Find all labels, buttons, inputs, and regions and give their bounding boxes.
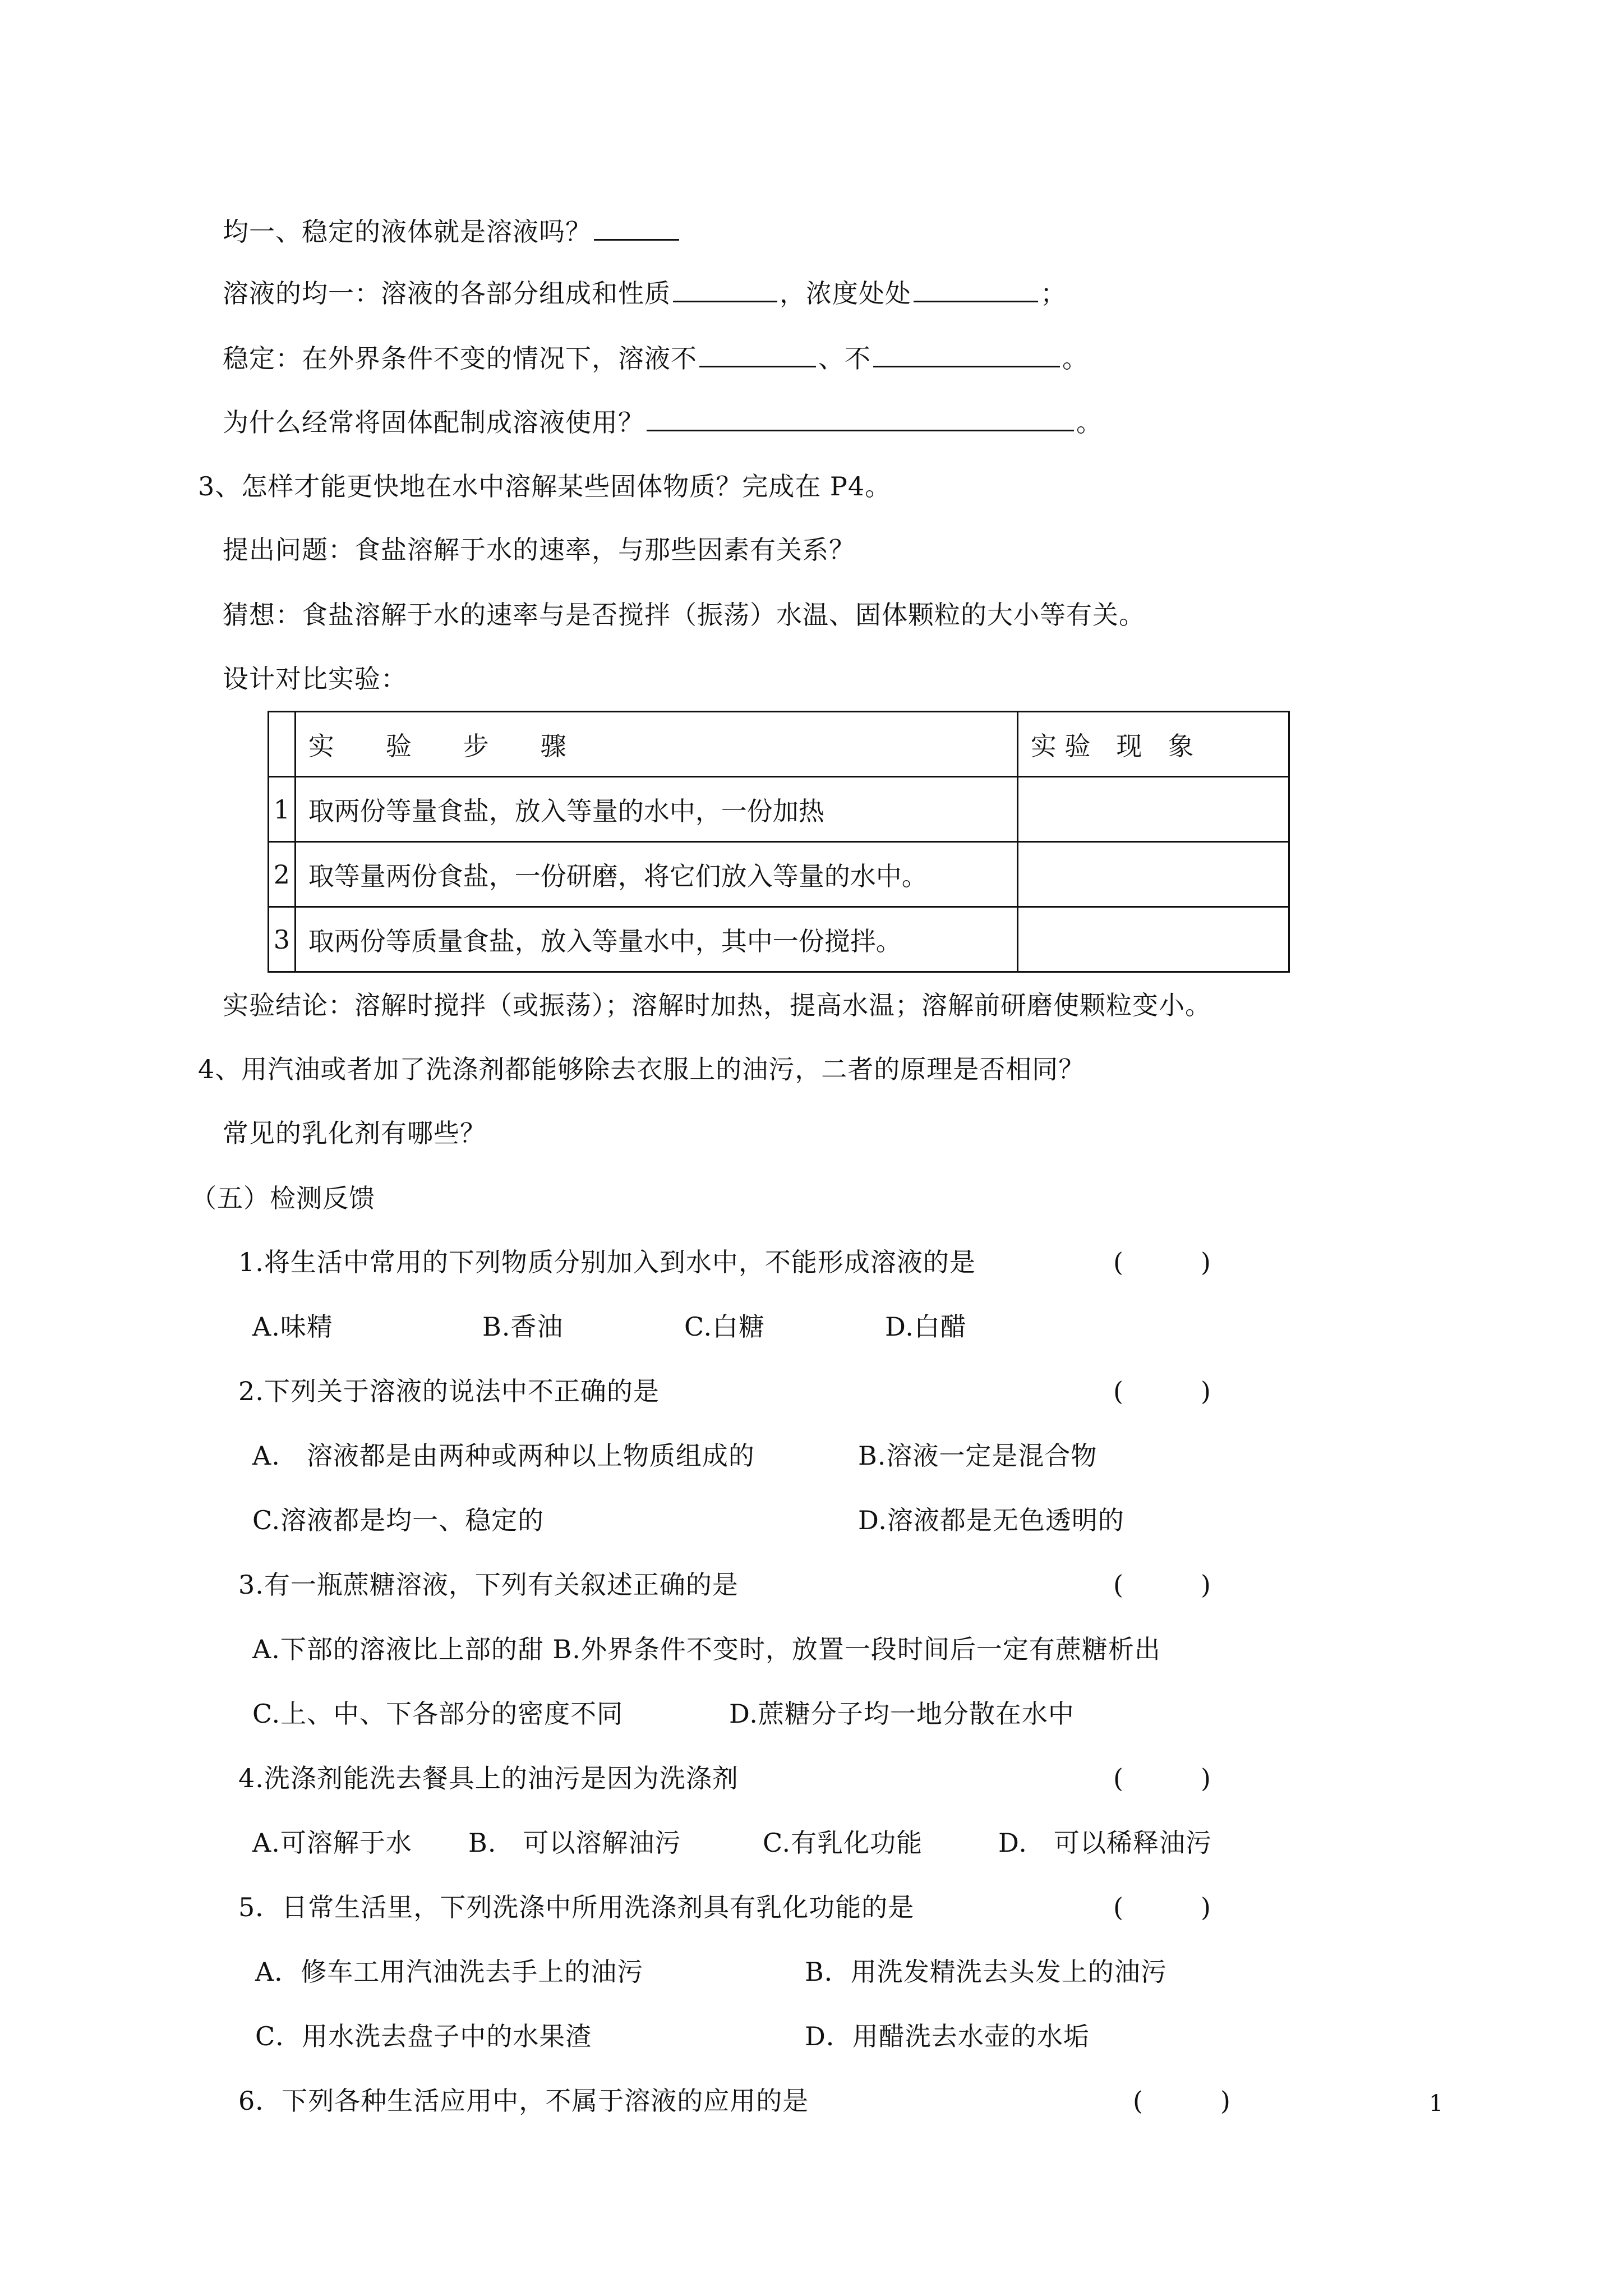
q2-option-c[interactable]: C.溶液都是均一、稳定的 (252, 1505, 545, 1535)
answer-blank[interactable] (594, 214, 679, 241)
row-step: 取两份等量食盐，放入等量的水中，一份加热 (295, 777, 1017, 842)
q3-answer-paren[interactable]: ( ) (1113, 1570, 1211, 1600)
table-row (269, 907, 1289, 972)
table-header-num (269, 712, 296, 777)
row-number: 1 (269, 777, 296, 842)
q4-option-c[interactable]: C.有乳化功能 (763, 1828, 923, 1858)
question-text: 为什么经常将固体配制成溶液使用？ (223, 407, 644, 438)
q6-answer-paren[interactable]: ( ) (1133, 2086, 1230, 2116)
q2-option-b[interactable]: B.溶液一定是混合物 (858, 1441, 1098, 1471)
question-uniform-stable (223, 214, 681, 249)
feedback-heading: （五）检测反馈 (191, 1183, 375, 1213)
q3-option-c[interactable]: C.上、中、下各部分的密度不同 (252, 1699, 624, 1729)
q5-option-a[interactable]: A．修车工用汽油洗去手上的油污 (255, 1957, 644, 1987)
answer-blank[interactable] (699, 341, 816, 367)
page-number: 1 (1429, 2091, 1444, 2116)
q4-answer-paren[interactable]: ( ) (1113, 1763, 1211, 1793)
q1-option-d[interactable]: D.白醋 (885, 1312, 967, 1342)
table-row (269, 842, 1289, 907)
q4-option-b[interactable]: B. 可以溶解油污 (468, 1828, 681, 1858)
q5-option-d[interactable]: D．用醋洗去水壶的水垢 (805, 2021, 1090, 2051)
row-phenomenon[interactable] (1017, 907, 1289, 972)
section3-hypothesis: 猜想：食盐溶解于水的速率与是否搅拌（振荡）水温、固体颗粒的大小等有关。 (223, 600, 1145, 630)
q5-option-c[interactable]: C．用水洗去盘子中的水果渣 (255, 2021, 592, 2051)
question-text: 、不 (818, 343, 871, 374)
section4-emulsifier: 常见的乳化剂有哪些？ (223, 1118, 486, 1148)
section3-question: 提出问题：食盐溶解于水的速率，与那些因素有关系？ (223, 535, 855, 565)
q1-option-c[interactable]: C.白糖 (684, 1312, 766, 1342)
section3-design: 设计对比实验： (223, 664, 407, 694)
q1-option-b[interactable]: B.香油 (482, 1312, 564, 1342)
question-text: 。 (1076, 407, 1103, 438)
row-number: 2 (269, 842, 296, 907)
q5-answer-paren[interactable]: ( ) (1113, 1892, 1211, 1922)
row-step: 取等量两份食盐，一份研磨，将它们放入等量的水中。 (295, 842, 1017, 907)
question-text: 溶液的均一：溶液的各部分组成和性质 (223, 278, 671, 309)
q2-answer-paren[interactable]: ( ) (1113, 1376, 1211, 1406)
row-phenomenon[interactable] (1017, 842, 1289, 907)
experiment-table (268, 711, 1290, 973)
table-header-row (269, 712, 1289, 777)
question-text: 稳定：在外界条件不变的情况下，溶液不 (223, 343, 697, 374)
q3-option-d[interactable]: D.蔗糖分子均一地分散在水中 (729, 1699, 1075, 1729)
q4-stem: 4.洗涤剂能洗去餐具上的油污是因为洗涤剂 (238, 1763, 739, 1793)
table-header-step: 实 验 步 骤 (295, 712, 1017, 777)
row-number: 3 (269, 907, 296, 972)
q3-options-ab[interactable]: A.下部的溶液比上部的甜 B.外界条件不变时，放置一段时间后一定有蔗糖析出 (252, 1634, 1161, 1664)
q4-option-a[interactable]: A.可溶解于水 (252, 1828, 412, 1858)
q1-option-a[interactable]: A.味精 (252, 1312, 333, 1342)
answer-blank[interactable] (647, 405, 1074, 431)
question-solid-solution (223, 405, 1103, 439)
row-step: 取两份等质量食盐，放入等量水中，其中一份搅拌。 (295, 907, 1017, 972)
q6-stem: 6．下列各种生活应用中，不属于溶液的应用的是 (238, 2086, 809, 2116)
q1-answer-paren[interactable]: ( ) (1113, 1247, 1211, 1277)
question-stable-definition (223, 341, 1089, 375)
q2-stem: 2.下列关于溶液的说法中不正确的是 (238, 1376, 660, 1406)
q5-stem: 5．日常生活里，下列洗涤中所用洗涤剂具有乳化功能的是 (238, 1892, 915, 1922)
question-text: 。 (1062, 343, 1089, 374)
question-uniform-definition (223, 276, 1067, 310)
q5-option-b[interactable]: B．用洗发精洗去头发上的油污 (805, 1957, 1167, 1987)
question-text: ； (1040, 278, 1067, 309)
section4-title: 4、用汽油或者加了洗涤剂都能够除去衣服上的油污，二者的原理是否相同？ (198, 1054, 1085, 1084)
row-phenomenon[interactable] (1017, 777, 1289, 842)
q4-option-d[interactable]: D. 可以稀释油污 (998, 1828, 1212, 1858)
question-text: 均一、稳定的液体就是溶液吗？ (223, 217, 592, 247)
q3-stem: 3.有一瓶蔗糖溶液，下列有关叙述正确的是 (238, 1570, 739, 1600)
question-text: ，浓度处处 (780, 278, 911, 309)
answer-blank[interactable] (873, 341, 1060, 367)
q2-option-a[interactable]: A. 溶液都是由两种或两种以上物质组成的 (252, 1441, 755, 1471)
q2-option-d[interactable]: D.溶液都是无色透明的 (858, 1505, 1124, 1535)
section3-title: 3、怎样才能更快地在水中溶解某些固体物质？完成在 P4。 (198, 471, 892, 501)
q1-stem: 1.将生活中常用的下列物质分别加入到水中，不能形成溶液的是 (238, 1247, 976, 1277)
table-header-phenomenon: 实 验 现 象 (1017, 712, 1289, 777)
answer-blank[interactable] (914, 276, 1038, 302)
section3-conclusion: 实验结论：溶解时搅拌（或振荡）；溶解时加热，提高水温；溶解前研磨使颗粒变小。 (223, 990, 1211, 1020)
table-row (269, 777, 1289, 842)
answer-blank[interactable] (673, 276, 777, 302)
